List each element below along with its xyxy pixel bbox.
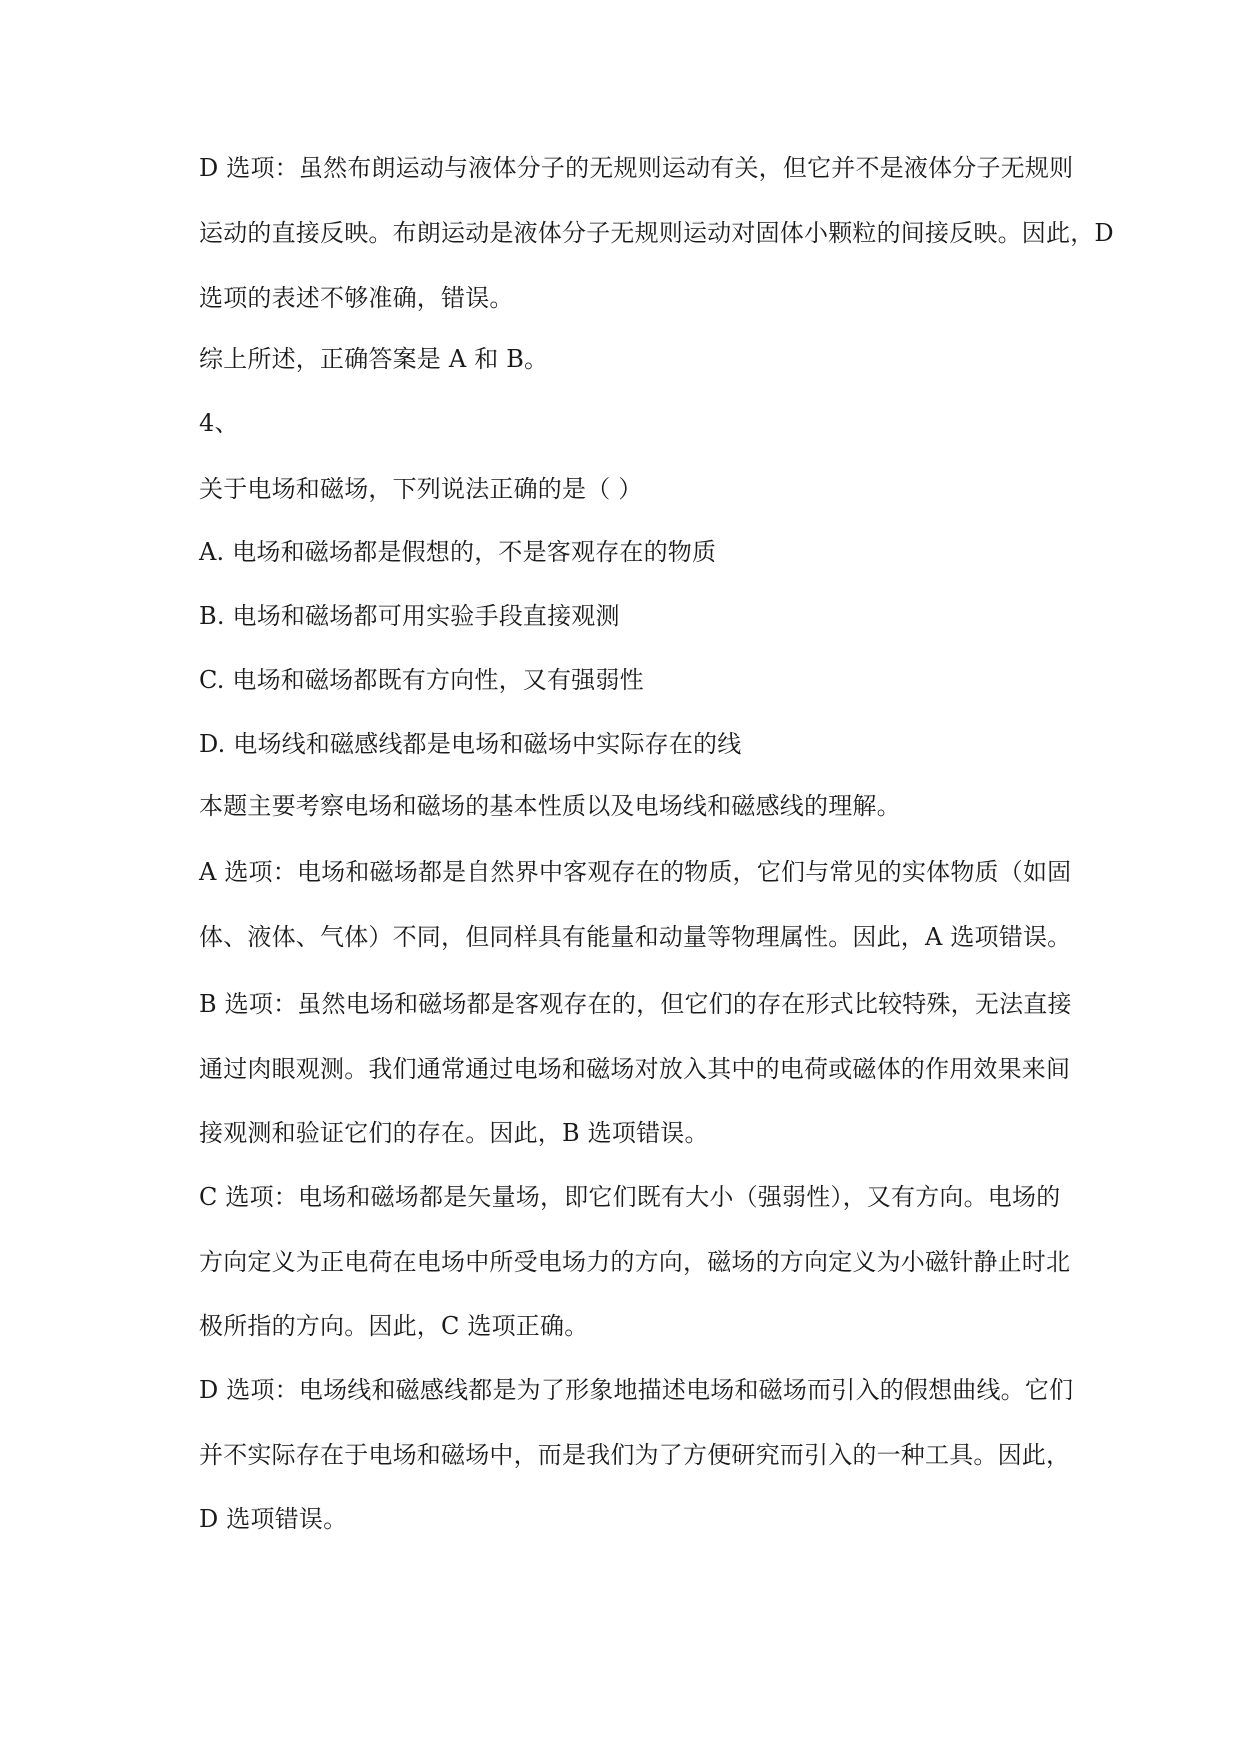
text-line: D 选项：虽然布朗运动与液体分子的无规则运动有关，但它并不是液体分子无规则 [199, 154, 1074, 182]
text-line: 选项的表述不够准确，错误。 [199, 284, 514, 312]
analysis-line: 接观测和验证它们的存在。因此，B 选项错误。 [199, 1119, 709, 1147]
analysis-line: 极所指的方向。因此，C 选项正确。 [199, 1312, 589, 1340]
question-stem: 关于电场和磁场，下列说法正确的是（ ） [199, 475, 643, 503]
analysis-line: B 选项：虽然电场和磁场都是客观存在的，但它们的存在形式比较特殊，无法直接 [199, 990, 1072, 1018]
analysis-line: 并不实际存在于电场和磁场中，而是我们为了方便研究而引入的一种工具。因此， [199, 1441, 1071, 1469]
analysis-line: A 选项：电场和磁场都是自然界中客观存在的物质，它们与常见的实体物质（如固 [199, 858, 1072, 886]
analysis-line: 体、液体、气体）不同，但同样具有能量和动量等物理属性。因此，A 选项错误。 [199, 923, 1072, 951]
question-number: 4、 [199, 409, 239, 437]
option-b: B. 电场和磁场都可用实验手段直接观测 [199, 602, 620, 630]
option-a: A. 电场和磁场都是假想的，不是客观存在的物质 [199, 538, 717, 566]
text-line: 运动的直接反映。布朗运动是液体分子无规则运动对固体小颗粒的间接反映。因此，D [199, 219, 1114, 247]
option-d: D. 电场线和磁感线都是电场和磁场中实际存在的线 [199, 730, 742, 758]
analysis-line: 通过肉眼观测。我们通常通过电场和磁场对放入其中的电荷或磁体的作用效果来间 [199, 1055, 1071, 1083]
analysis-line: D 选项错误。 [199, 1505, 348, 1533]
option-c: C. 电场和磁场都既有方向性，又有强弱性 [199, 666, 644, 694]
analysis-line: C 选项：电场和磁场都是矢量场，即它们既有大小（强弱性），又有方向。电场的 [199, 1183, 1061, 1211]
analysis-intro: 本题主要考察电场和磁场的基本性质以及电场线和磁感线的理解。 [199, 792, 901, 820]
text-line: 综上所述，正确答案是 A 和 B。 [199, 345, 549, 373]
analysis-line: 方向定义为正电荷在电场中所受电场力的方向，磁场的方向定义为小磁针静止时北 [199, 1248, 1071, 1276]
analysis-line: D 选项：电场线和磁感线都是为了形象地描述电场和磁场而引入的假想曲线。它们 [199, 1376, 1074, 1404]
